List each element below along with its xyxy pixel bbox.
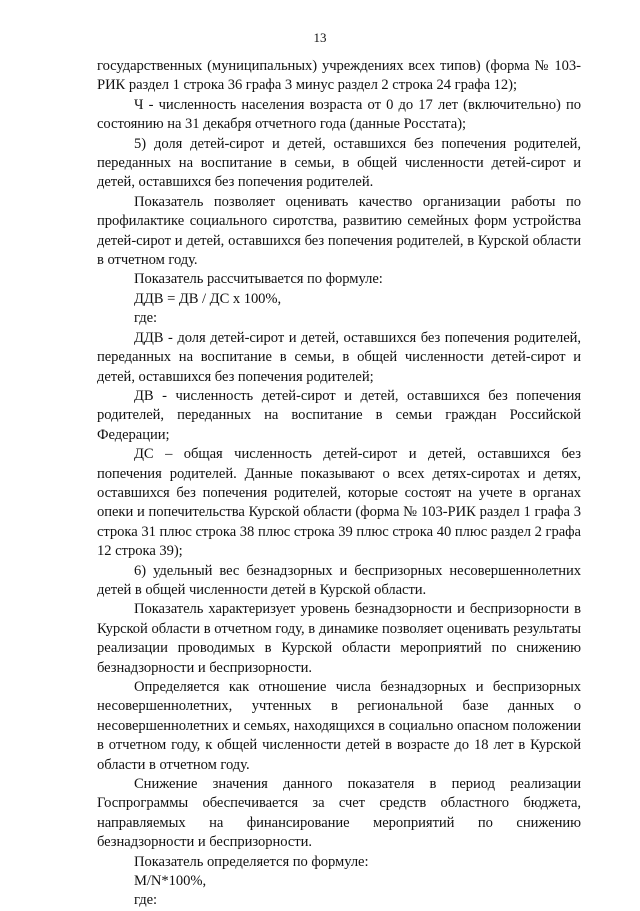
paragraph-indicator-5-description: Показатель позволяет оценивать качество организации работы по профилактике социального сиротства, развитию семейных форм устройства детей-сирот и детей, оставшихся без попечения родителей, в Курской области в отчетном году. bbox=[97, 193, 581, 269]
page-number: 13 bbox=[313, 30, 327, 45]
paragraph-continuation: государственных (муниципальных) учреждениях всех типов) (форма № 103-РИК раздел 1 строка 36 графа 3 минус раздел 2 строка 24 графа 12); bbox=[97, 58, 581, 94]
paragraph-definition-ddv: ДДВ - доля детей-сирот и детей, оставшихся без попечения родителей, переданных на воспитание в семьи, в общей численности детей-сирот и детей, оставшихся без попечения родителей; bbox=[97, 329, 581, 385]
paragraph-definition-dv: ДВ - численность детей-сирот и детей, оставшихся без попечения родителей, переданных на воспитание в семьи граждан Российской Федерации; bbox=[97, 387, 581, 443]
paragraph-definition-ds: ДС – общая численность детей-сирот и детей, оставшихся без попечения родителей. Данные показывают о всех детях-сиротах и детях, оставшихся без попечения родителей, которые состоят на учете в органах опеки и попечительства Курской области (форма № 103-РИК раздел 1 графа 3 строка 31 плюс строка 38 плюс строка 39 плюс строка 40 плюс раздел 2 графа 12 строка 39); bbox=[97, 446, 581, 560]
formula-mn: M/N*100%, bbox=[134, 873, 207, 890]
paragraph-indicator-6-definition: Определяется как отношение числа безнадзорных и беспризорных несовершеннолетних, учтенных в региональной базе данных о несовершеннолетних и семьях, находящихся в социально опасном положении в отчетном году, к общей численности детей в возрасте до 18 лет в Курской области в отчетном году. bbox=[97, 679, 581, 773]
formula-where-2: где: bbox=[134, 892, 158, 909]
paragraph-formula-intro: Показатель рассчитывается по формуле: bbox=[134, 271, 383, 288]
paragraph-indicator-6-description: Показатель характеризует уровень безнадзорности и беспризорности в Курской области в отчетном году, в динамике позволяет оценивать результаты реализации проводимых в Курской области мероприятий по снижению безнадзорности и беспризорности. bbox=[97, 601, 581, 676]
paragraph-indicator-5: 5) доля детей-сирот и детей, оставшихся без попечения родителей, переданных на воспитание в семьи, в общей численности детей-сирот и детей, оставшихся без попечения родителей. bbox=[97, 135, 581, 191]
formula-where: где: bbox=[134, 310, 158, 327]
document-body bbox=[97, 57, 581, 911]
paragraph-definition-ch: Ч - численность населения возраста от 0 до 17 лет (включительно) по состоянию на 31 декабря отчетного года (данные Росстата); bbox=[97, 96, 581, 133]
paragraph-formula-intro-2: Показатель определяется по формуле: bbox=[134, 853, 369, 870]
paragraph-indicator-6-funding: Снижение значения данного показателя в период реализации Госпрограммы обеспечивается за счет средств областного бюджета, направляемых на финансирование мероприятий по снижению безнадзорности и беспризорности. bbox=[97, 776, 581, 851]
paragraph-indicator-6: 6) удельный вес безнадзорных и беспризорных несовершеннолетних детей в общей численности детей в Курской области. bbox=[97, 562, 581, 598]
formula-ddv: ДДВ = ДВ / ДС х 100%, bbox=[134, 290, 282, 307]
